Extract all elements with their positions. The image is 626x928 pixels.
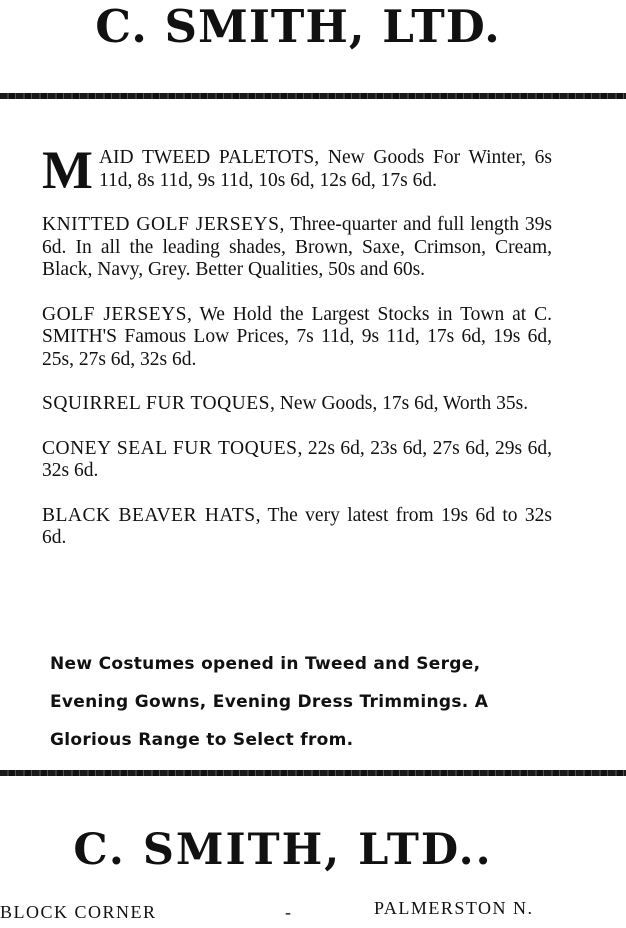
paragraph-golf-jerseys — [42, 304, 552, 372]
item-heading: KNITTED GOLF JERSEYS — [42, 214, 280, 235]
paragraph-first-rest: Winter, 6s 11d, 8s 11d, 9s 11d, 10s 6d, 12s 6d, 17s 6d. — [98, 147, 553, 191]
address-left: BLOCK CORNER — [0, 902, 157, 922]
announcement-line: New Costumes opened in Tweed and Serge, — [50, 654, 481, 674]
footer-title: C. SMITH, LTD.. — [73, 825, 493, 875]
product-list — [42, 140, 553, 572]
paragraph-black-beaver-hats — [42, 505, 552, 550]
paragraph-squirrel-fur-toques — [42, 393, 552, 416]
announcement-line: Evening Gowns, Evening Dress Trimmings. A — [50, 692, 489, 712]
item-heading: SQUIRREL FUR TOQUES — [42, 393, 271, 414]
announcement-line: Glorious Range to Select from. — [50, 730, 354, 750]
address-right: PALMERSTON N. — [374, 898, 534, 918]
top-divider — [0, 93, 626, 99]
paragraph-first-line: AID TWEED PALETOTS, New Goods For — [98, 147, 461, 168]
item-heading: GOLF JERSEYS — [42, 303, 188, 325]
bottom-divider — [0, 770, 626, 776]
item-text: , Three-quarter and full length 39s 6d. In all the leading shades, Brown, Saxe, Crimson, Cream, Black, Navy, Grey. Better Qualities, 50s and 60s. — [42, 214, 552, 280]
item-heading: CONEY SEAL FUR TOQUES — [42, 437, 298, 459]
paragraph-coney-seal-fur-toques — [42, 438, 552, 483]
item-text: , 22s 6d, 23s 6d, 27s 6d, 29s 6d, 32s 6d. — [42, 437, 552, 481]
item-text: , New Goods, 17s 6d, Worth 35s. — [270, 393, 529, 414]
item-text: , The very latest from 19s 6d to 32s 6d. — [42, 504, 552, 548]
item-text: , We Hold the Largest Stocks in Town at C. SMITH'S Famous Low Prices, 7s 11d, 9s 11d, 17s 6d, 19s 6d, 25s, 27s 6d, 32s 6d. — [42, 303, 552, 370]
drop-cap: M — [42, 140, 93, 200]
paragraph-tweed-paletots — [42, 140, 553, 200]
paragraph-knitted-golf-jerseys — [42, 214, 552, 282]
address-separator: - — [285, 902, 291, 922]
header-title: C. SMITH, LTD. — [95, 0, 501, 53]
costumes-announcement — [50, 645, 550, 759]
item-heading: BLACK BEAVER HATS — [42, 504, 256, 526]
